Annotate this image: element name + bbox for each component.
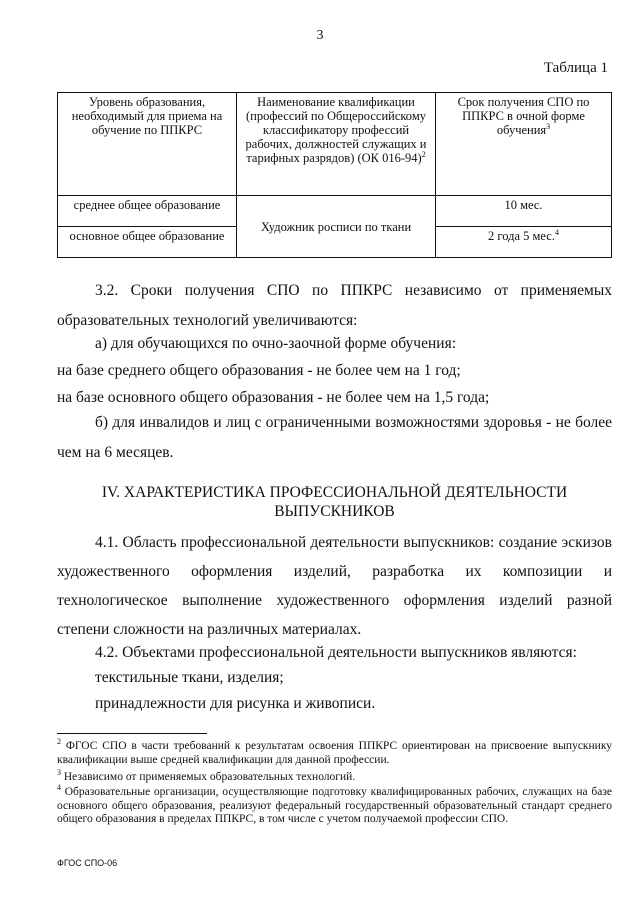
table-caption: Таблица 1 — [543, 60, 608, 76]
table-header-row — [58, 93, 612, 196]
table-cell-term: 10 мес. — [436, 196, 612, 227]
paragraph-a: а) для обучающихся по очно-заочной форме обучения: — [95, 335, 457, 352]
table-cell-level: основное общее образование — [58, 227, 237, 258]
qualification-table — [57, 92, 612, 258]
list-item-supplies: принадлежности для рисунка и живописи. — [95, 695, 376, 712]
paragraph-basic-base: на базе основного общего образования - не более чем на 1,5 года; — [57, 389, 490, 406]
table-header-level: Уровень образования, необходимый для приема на обучение по ППКРС — [58, 93, 237, 196]
table-row — [58, 196, 612, 227]
footnote-4: $^4$ Образовательные организации, осуществляющие подготовку квалифицированных рабочих, служащих на базе основного общего образования, реализуют федеральный государственный образовательный стандарт среднего общего образования в пределах ППКРС, в том числе с учетом получаемой профессии СПО. — [57, 783, 612, 825]
paragraph-b: б) для инвалидов и лиц с ограниченными возможностями здоровья - не более чем на 6 месяцев. — [57, 414, 612, 461]
paragraph-3-2: 3.2. Сроки получения СПО по ППКРС независимо от применяемых образовательных технологий увеличиваются: — [57, 282, 612, 329]
paragraph-4-1: 4.1. Область профессиональной деятельности выпускников: создание эскизов художественного оформления изделий, разработка их композиции и технологическое выполнение художественного оформления изделий разной степени сложности на различных материалах. — [57, 534, 612, 638]
list-item-textiles: текстильные ткани, изделия; — [95, 669, 284, 686]
page-number: 3 — [316, 28, 324, 43]
footnote-2: $^2$ ФГОС СПО в части требований к результатам освоения ППКРС ориентирован на присвоение выпускнику квалификации выше средней квалификации для данной профессии. — [57, 737, 612, 766]
table-cell-term: 2 года 5 мес.$^4$ — [436, 227, 612, 258]
table-cell-qualification: Художник росписи по ткани — [237, 196, 436, 258]
paragraph-4-2: 4.2. Объектами профессиональной деятельности выпускников являются: — [95, 644, 577, 661]
table-header-term: Срок получения СПО по ППКРС в очной форме обучения$^3$ — [436, 93, 612, 196]
footnote-3: $^3$ Независимо от применяемых образовательных технологий. — [57, 768, 356, 783]
table-cell-level: среднее общее образование — [58, 196, 237, 227]
section-heading: IV. ХАРАКТЕРИСТИКА ПРОФЕССИОНАЛЬНОЙ ДЕЯТЕЛЬНОСТИ ВЫПУСКНИКОВ — [101, 484, 568, 520]
table-header-qualification: Наименование квалификации (профессий по Общероссийскому классификатору профессий рабочих, должностей служащих и тарифных разрядов) (ОК 016-94)$^2$ — [237, 93, 436, 196]
footnote-divider — [57, 733, 207, 734]
paragraph-secondary-base: на базе среднего общего образования - не более чем на 1 год; — [57, 362, 461, 379]
document-code: ФГОС СПО-06 — [57, 858, 118, 868]
